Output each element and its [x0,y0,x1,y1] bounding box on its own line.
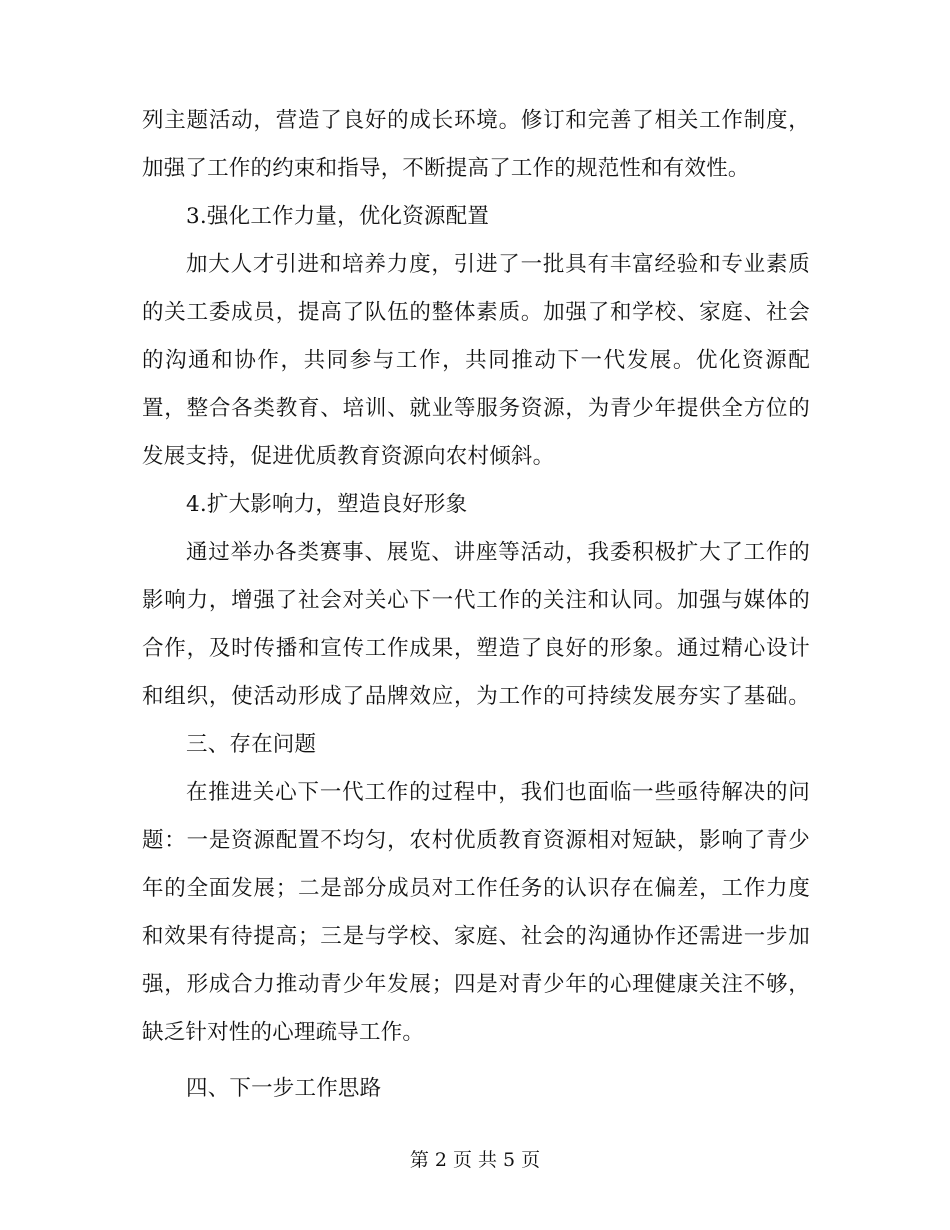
text-line: 三、存在问题 [186,732,317,757]
text-line: 置，整合各类教育、培训、就业等服务资源，为青少年提供全方位的 [142,396,810,421]
text-line: 发展支持，促进优质教育资源向农村倾斜。 [142,444,555,469]
text-line: 的沟通和协作，共同参与工作，共同推动下一代发展。优化资源配 [142,348,810,373]
text-line: 强，形成合力推动青少年发展；四是对青少年的心理健康关注不够， [142,972,810,997]
text-line: 3.强化工作力量，优化资源配置 [186,204,490,229]
text-line: 4.扩大影响力，塑造良好形象 [186,492,468,517]
text-line: 通过举办各类赛事、展览、讲座等活动，我委积极扩大了工作的 [186,540,810,565]
page-footer: 第 2 页 共 5 页 [409,1149,541,1171]
text-line: 题：一是资源配置不均匀，农村优质教育资源相对短缺，影响了青少 [142,828,810,853]
text-line: 的关工委成员，提高了队伍的整体素质。加强了和学校、家庭、社会 [142,300,810,325]
text-line: 列主题活动，营造了良好的成长环境。修订和完善了相关工作制度， [142,108,810,133]
text-line: 缺乏针对性的心理疏导工作。 [142,1020,425,1045]
document-body [142,97,810,1113]
text-line: 在推进关心下一代工作的过程中，我们也面临一些亟待解决的问 [186,780,810,805]
text-line: 影响力，增强了社会对关心下一代工作的关注和认同。加强与媒体的 [142,588,810,613]
text-line: 加强了工作的约束和指导，不断提高了工作的规范性和有效性。 [142,156,750,181]
text-line: 四、下一步工作思路 [186,1076,382,1101]
text-line: 和效果有待提高；三是与学校、家庭、社会的沟通协作还需进一步加 [142,924,810,949]
text-line: 合作，及时传播和宣传工作成果，塑造了良好的形象。通过精心设计 [142,636,810,661]
text-line: 和组织，使活动形成了品牌效应，为工作的可持续发展夯实了基础。 [142,684,810,709]
text-line: 加大人才引进和培养力度，引进了一批具有丰富经验和专业素质 [186,252,810,277]
text-line: 年的全面发展；二是部分成员对工作任务的认识存在偏差，工作力度 [142,876,810,901]
